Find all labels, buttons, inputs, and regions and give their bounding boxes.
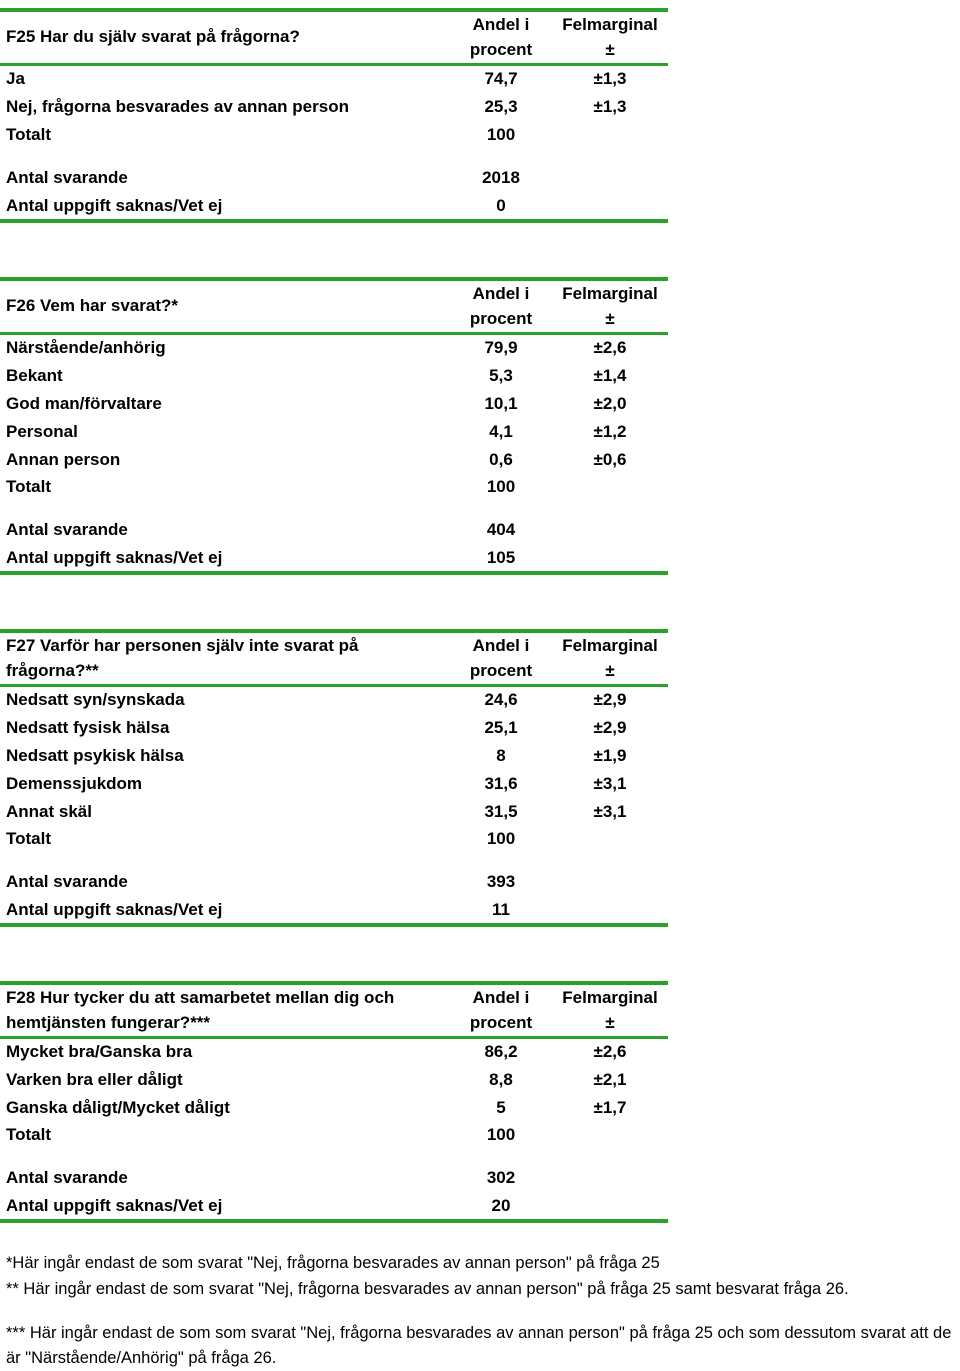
table-row: Varken bra eller dåligt 8,8 ±2,1 (6, 1070, 627, 1089)
table-row: Ja 74,7 ±1,3 (6, 69, 627, 88)
footnote-three: *** Här ingår endast de som som svarat "Nej, frågorna besvarades av annan person" på fråga 25 och som dessutom svarat att de är "Närstående/Anhörig" på fråga 26. (6, 1324, 952, 1367)
column-header-share: Andel i procent (469, 988, 533, 1032)
table-row-total: Totalt 100 (6, 1125, 516, 1144)
missing-row: Antal uppgift saknas/Vet ej 0 (6, 196, 506, 215)
question-title: F27 Varför har personen själv inte svarat på frågorna?** (6, 636, 359, 680)
table-row-total: Totalt 100 (6, 829, 516, 848)
table-row-total: Totalt 100 (6, 477, 516, 496)
table-f25 (0, 0, 668, 225)
column-header-margin: Felmarginal ± (562, 284, 658, 328)
respondents-row: Antal svarande 2018 (6, 168, 520, 187)
table-row: Demenssjukdom 31,6 ±3,1 (6, 774, 627, 793)
table-f28 (0, 974, 668, 1226)
table-row: Nedsatt fysisk hälsa 25,1 ±2,9 (6, 718, 627, 737)
table-row: Närstående/anhörig 79,9 ±2,6 (6, 338, 627, 357)
table-row: God man/förvaltare 10,1 ±2,0 (6, 394, 627, 413)
column-header-margin: Felmarginal ± (562, 988, 658, 1032)
table-row: Ganska dåligt/Mycket dåligt 5 ±1,7 (6, 1098, 627, 1117)
column-header-share: Andel i procent (469, 636, 533, 680)
table-f26 (0, 270, 668, 580)
column-header-margin: Felmarginal ± (562, 636, 658, 680)
table-bottom-rule (0, 1219, 668, 1223)
table-row: Nej, frågorna besvarades av annan person 25,3 ±1,3 (6, 97, 627, 116)
footnote-one: *Här ingår endast de som svarat "Nej, frågorna besvarades av annan person" på fråga 25 (6, 1254, 660, 1272)
column-header-share: Andel i procent (469, 15, 533, 59)
table-row-total: Totalt 100 (6, 125, 516, 144)
respondents-row: Antal svarande 393 (6, 872, 516, 891)
column-header-margin: Felmarginal ± (562, 15, 658, 59)
question-title: F25 Har du själv svarat på frågorna? (6, 27, 300, 46)
table-row: Personal 4,1 ±1,2 (6, 422, 627, 441)
question-title: F26 Vem har svarat?* (6, 296, 178, 315)
table-row: Nedsatt syn/synskada 24,6 ±2,9 (6, 690, 627, 709)
missing-row: Antal uppgift saknas/Vet ej 105 (6, 548, 516, 567)
table-f27 (0, 622, 668, 932)
missing-row: Antal uppgift saknas/Vet ej 20 (6, 1196, 511, 1215)
table-row: Mycket bra/Ganska bra 86,2 ±2,6 (6, 1042, 627, 1061)
column-header-share: Andel i procent (469, 284, 533, 328)
question-title: F28 Hur tycker du att samarbetet mellan dig och hemtjänsten fungerar?*** (6, 988, 395, 1032)
table-bottom-rule (0, 571, 668, 575)
table-row: Bekant 5,3 ±1,4 (6, 366, 627, 385)
footnote-two: ** Här ingår endast de som svarat "Nej, frågorna besvarades av annan person" på fråga 25 samt besvarat fråga 26. (6, 1280, 849, 1298)
respondents-row: Antal svarande 404 (6, 520, 516, 539)
respondents-row: Antal svarande 302 (6, 1168, 516, 1187)
table-row: Nedsatt psykisk hälsa 8 ±1,9 (6, 746, 627, 765)
missing-row: Antal uppgift saknas/Vet ej 11 (6, 900, 510, 919)
table-row: Annat skäl 31,5 ±3,1 (6, 802, 627, 821)
table-bottom-rule (0, 219, 668, 223)
table-bottom-rule (0, 923, 668, 927)
table-row: Annan person 0,6 ±0,6 (6, 450, 627, 469)
